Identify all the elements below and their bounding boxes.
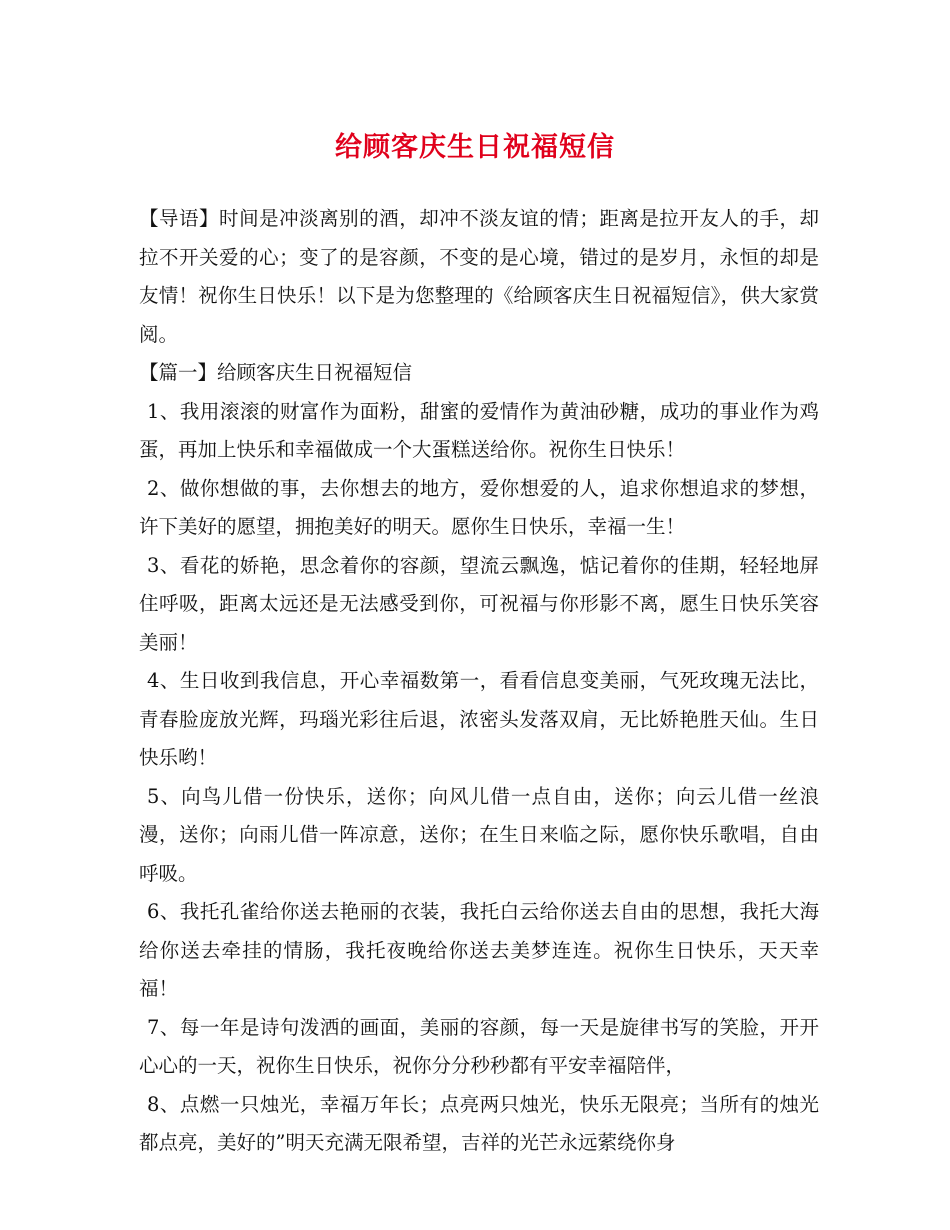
list-item: 8、点燃一只烛光，幸福万年长；点亮两只烛光，快乐无限亮；当所有的烛光都点亮，美好的”明天充满无限希望，吉祥的光芒永远萦绕你身 [139, 1092, 819, 1154]
intro-paragraph: 【导语】时间是冲淡离别的酒，却冲不淡友谊的情；距离是拉开友人的手，却拉不开关爱的心；变了的是容颜，不变的是心境，错过的是岁月，永恒的却是友情！祝你生日快乐！以下是为您整理的《给顾客庆生日祝福短信》，供大家赏阅。 [139, 207, 819, 346]
list-item: 5、向鸟儿借一份快乐，送你；向风儿借一点自由，送你；向云儿借一丝浪漫，送你；向雨儿借一阵凉意，送你；在生日来临之际，愿你快乐歌唱，自由呼吸。 [139, 784, 819, 885]
list-item: 3、看花的娇艳，思念着你的容颜，望流云飘逸，惦记着你的佳期，轻轻地屏住呼吸，距离太远还是无法感受到你，可祝福与你形影不离，愿生日快乐笑容美丽！ [139, 553, 819, 654]
document-body [139, 200, 819, 1163]
list-item: 4、生日收到我信息，开心幸福数第一，看看信息变美丽，气死玫瑰无法比，青春脸庞放光辉，玛瑙光彩往后退，浓密头发落双肩，无比娇艳胜天仙。生日快乐哟！ [139, 669, 819, 769]
list-item: 1、我用滚滚的财富作为面粉，甜蜜的爱情作为黄油砂糖，成功的事业作为鸡蛋，再加上快乐和幸福做成一个大蛋糕送给你。祝你生日快乐！ [139, 399, 819, 461]
list-item: 6、我托孔雀给你送去艳丽的衣装，我托白云给你送去自由的思想，我托大海给你送去牵挂的情肠，我托夜晚给你送去美梦连连。祝你生日快乐，天天幸福！ [139, 900, 819, 1000]
document-title: 给顾客庆生日祝福短信 [335, 132, 615, 163]
list-item: 2、做你想做的事，去你想去的地方，爱你想爱的人，追求你想追求的梦想，许下美好的愿望，拥抱美好的明天。愿你生日快乐，幸福一生！ [139, 476, 819, 538]
section-heading: 【篇一】给顾客庆生日祝福短信 [139, 361, 413, 384]
list-item: 7、每一年是诗句泼洒的画面，美丽的容颜，每一天是旋律书写的笑脸，开开心心的一天，祝你生日快乐，祝你分分秒秒都有平安幸福陪伴， [139, 1015, 819, 1077]
